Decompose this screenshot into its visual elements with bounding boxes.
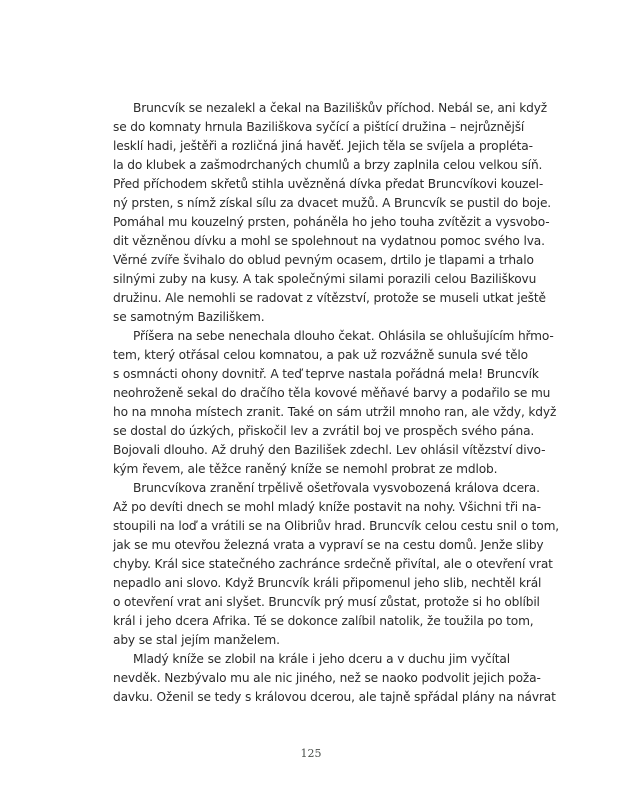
page-number: 125 — [300, 747, 322, 760]
text-line: Bruncvíkova zranění trpělivě ošetřovala vysvobozená králova dcera. — [133, 481, 540, 495]
paragraph — [113, 650, 556, 707]
text-line: Před příchodem skřetů stihla uvězněná dívka předat Bruncvíkovi kouzel- — [113, 177, 544, 191]
text-line: Pomáhal mu kouzelný prsten, poháněla ho jeho touha zvítězit a vysvobo- — [113, 215, 550, 229]
paragraph — [113, 479, 560, 650]
paragraph — [113, 99, 552, 327]
text-line: nevděk. Nezbývalo mu ale nic jiného, než se naoko podvolit jejich poža- — [113, 671, 541, 685]
body-text — [113, 99, 560, 707]
text-line: s osmnácti ohony dovnitř. A teď teprve nastala pořádná mela! Bruncvík — [113, 367, 539, 381]
text-line: la do klubek a zašmodrchaných chumlů a brzy zaplnila celou velkou síň. — [113, 158, 543, 172]
text-line: ný prsten, s nímž získal sílu za dvacet mužů. A Bruncvík se pustil do boje. — [113, 196, 552, 210]
text-line: Bojovali dlouho. Až druhý den Bazilišek zdechl. Lev ohlásil vítězství divo- — [113, 443, 546, 457]
text-line: aby se stal jejím manželem. — [113, 633, 280, 647]
text-line: lesklí hadi, ještěři a rozličná jiná havěť. Jejich těla se svíjela a proplétа- — [113, 139, 533, 153]
text-line: chyby. Král sice statečného zachránce srdečně přivítal, ale o otevření vrat — [113, 557, 553, 571]
text-line: o otevření vrat ani slyšet. Bruncvík prý musí zůstat, protože si ho oblíbil — [113, 595, 540, 609]
text-line: davku. Oženil se tedy s královou dcerou, ale tajně spřádal plány na návrat — [113, 690, 556, 704]
text-line: nepadlo ani slovo. Když Bruncvík králi připomenul jeho slib, nechtěl král — [113, 576, 542, 590]
text-line: ho na mnoha místech zranit. Také on sám utržil mnoho ran, ale vždy, když — [113, 405, 557, 419]
text-line: družinu. Ale nemohli se radovat z vítězství, protože se museli utkat ještě — [113, 291, 546, 305]
text-line: jak se mu otevřou železná vrata a vypraví se na cestu domů. Jenže sliby — [113, 538, 544, 552]
text-line: dit vězněnou dívku a mohl se spolehnout na vydatnou pomoc svého lva. — [113, 234, 545, 248]
text-line: se samotným Baziliškem. — [113, 310, 265, 324]
text-line: kým řevem, ale těžce raněný kníže se nemohl probrat ze mdlob. — [113, 462, 498, 476]
text-line: neohroženě sekal do dračího těla kovové měňavé barvy a podařilo se mu — [113, 386, 551, 400]
text-line: se dostal do úzkých, přiskočil lev a zvrátil boj ve prospěch svého pána. — [113, 424, 535, 438]
text-line: tem, který otřásal celou komnatou, a pak už rozvážně sunula své tělo — [113, 348, 528, 362]
text-line: Příšera na sebe nenechala dlouho čekat. Ohlásila se ohlušujícím hřmo- — [133, 329, 554, 343]
text-line: Až po devíti dnech se mohl mladý kníže postavit na nohy. Všichni tři na- — [113, 500, 541, 514]
paragraph — [113, 327, 557, 479]
text-line: Bruncvík se nezalekl a čekal na Baziliškův příchod. Nebál se, ani když — [133, 101, 548, 115]
text-line: silnými zuby na kusy. A tak společnými silami porazili celou Baziliškovu — [113, 272, 537, 286]
text-line: Věrné zvíře švihalo do oblud pevným ocasem, drtilo je tlapami a trhalo — [113, 253, 534, 267]
text-line: se do komnaty hrnula Baziliškova syčící a pištící družina – nejrůznější — [113, 120, 525, 134]
text-line: král i jeho dcera Afrika. Té se dokonce zalíbil natolik, že toužila po tom, — [113, 614, 534, 628]
text-line: Mladý kníže se zlobil na krále i jeho dceru a v duchu jim vyčítal — [133, 652, 510, 666]
text-line: stoupili na loď a vrátili se na Olibriův hrad. Bruncvík celou cestu snil o tom, — [113, 519, 560, 533]
